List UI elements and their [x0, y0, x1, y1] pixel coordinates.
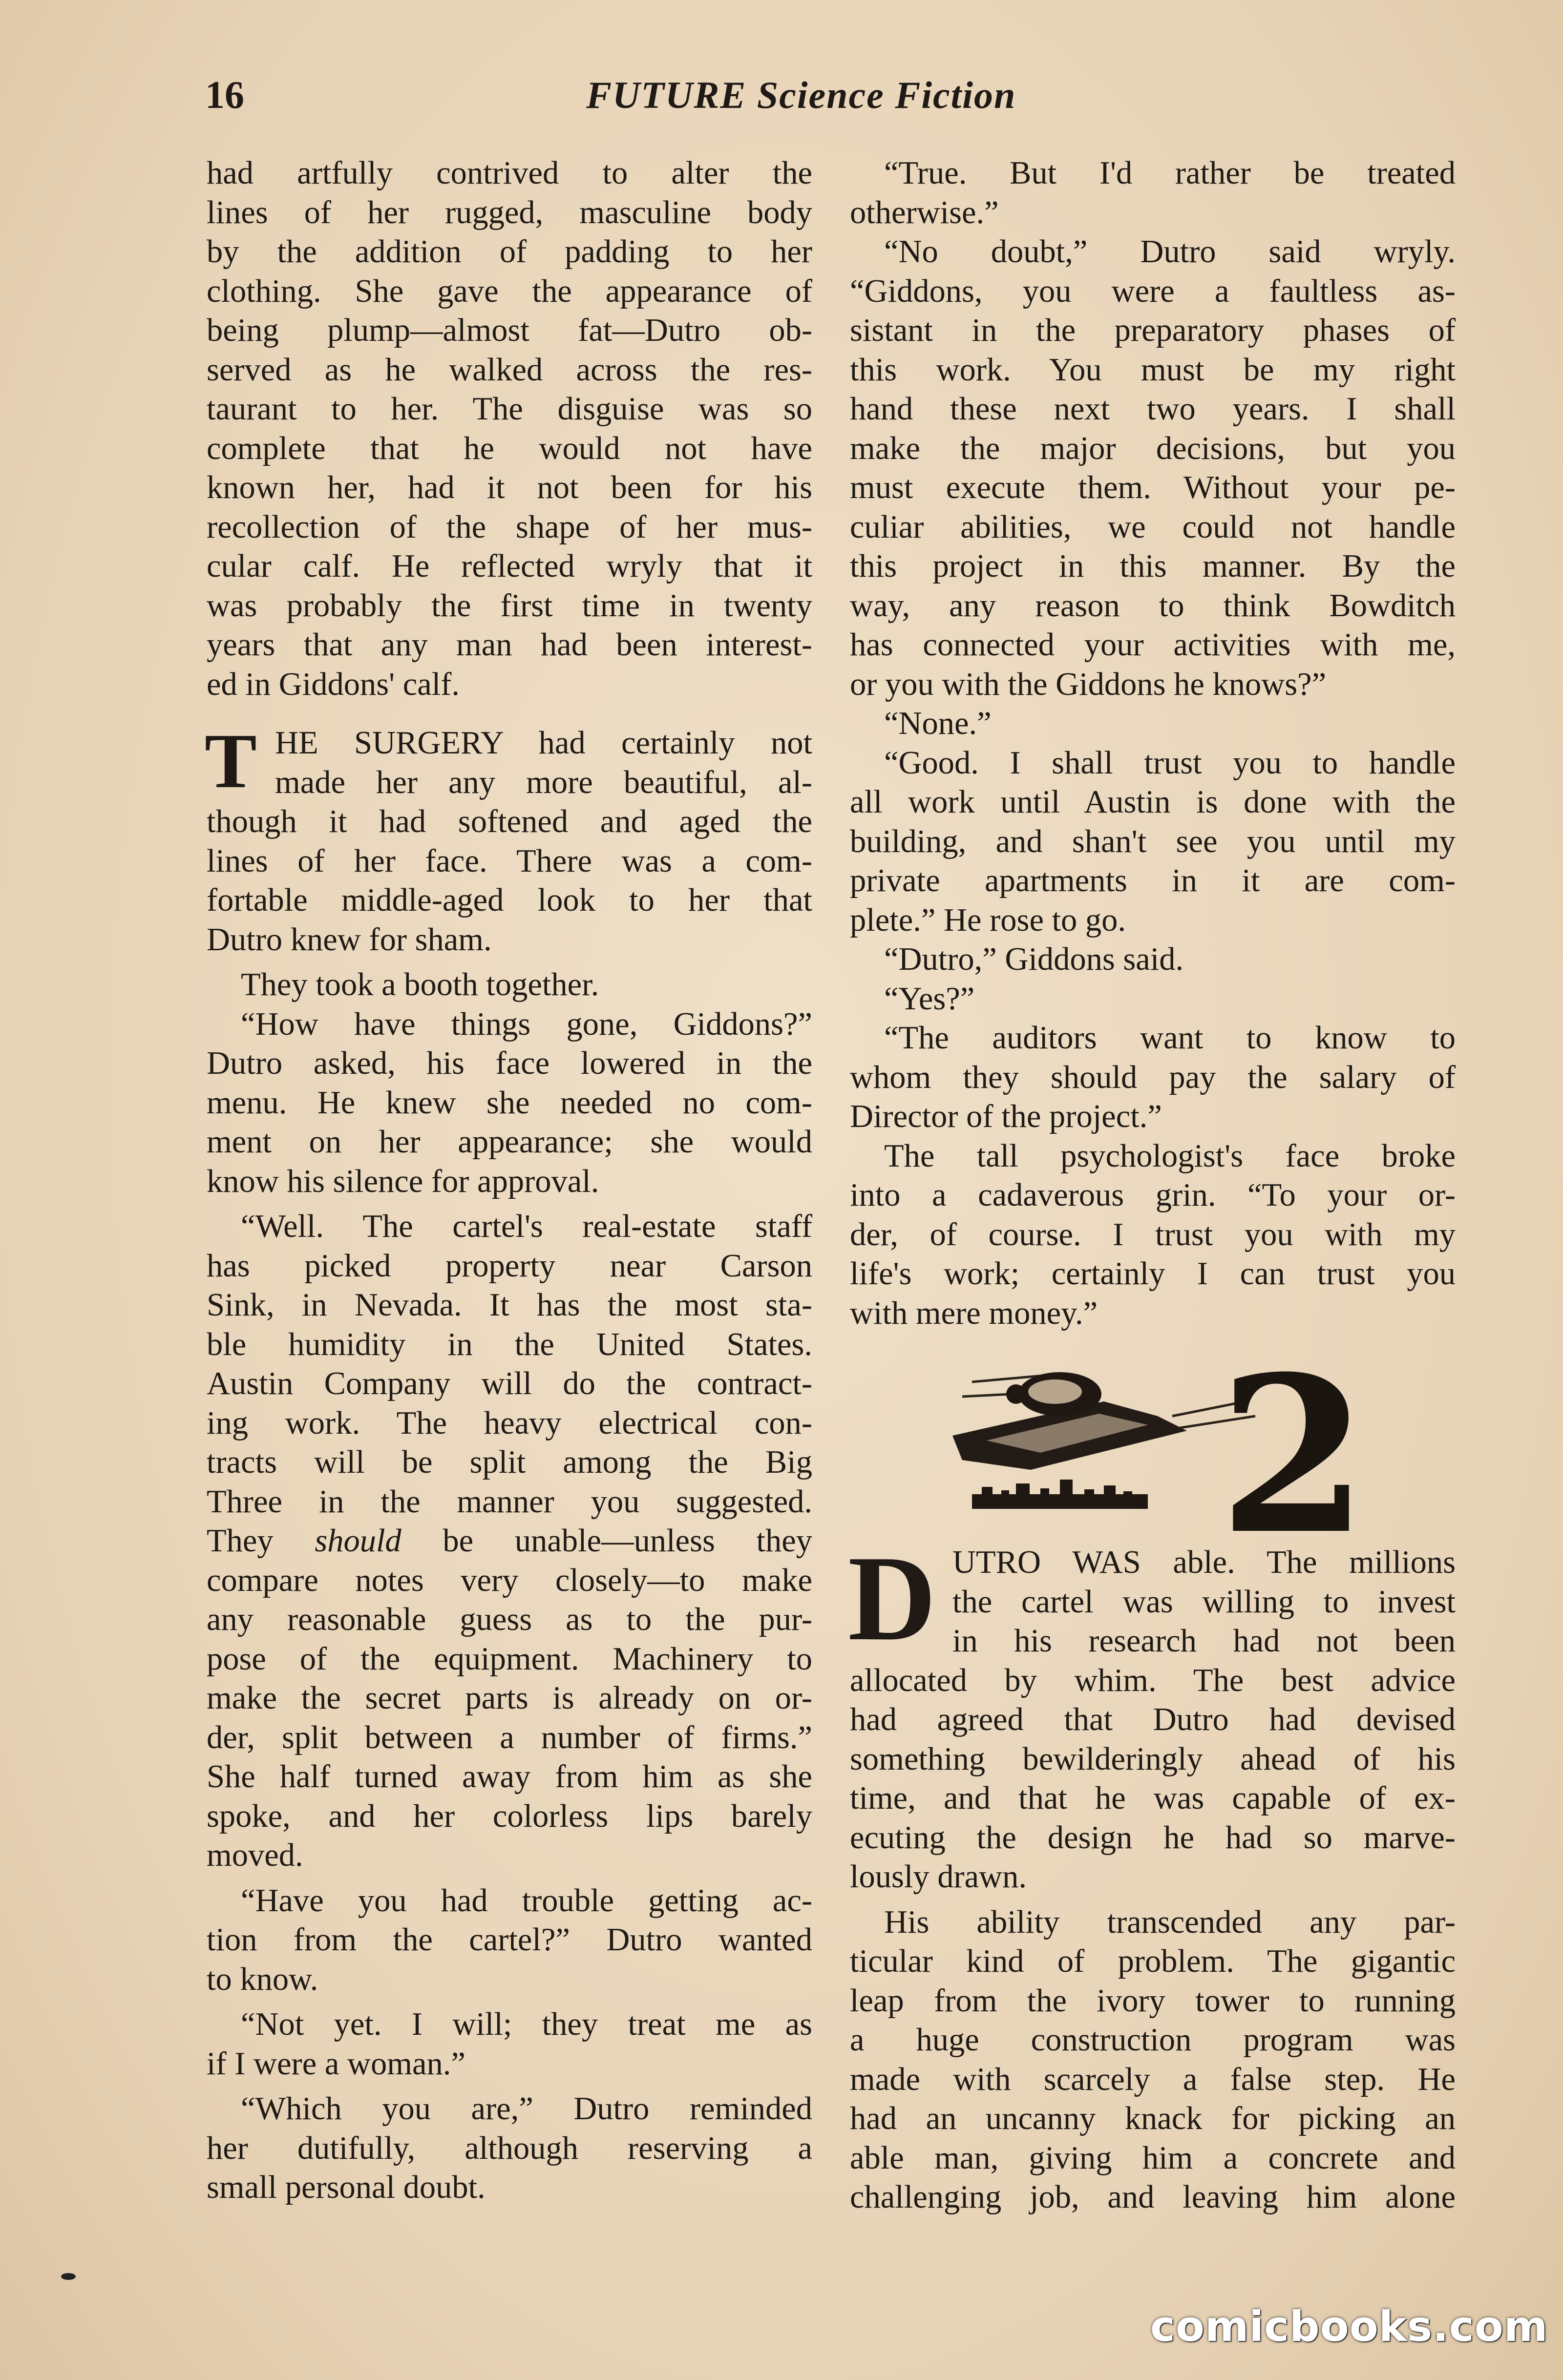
drop-cap: T [205, 717, 257, 804]
text-line: UTRO WAS able. The millions [952, 1545, 1456, 1580]
text-line: “The auditors want to know to [884, 1020, 1456, 1056]
text-line: menu. He knew she needed no com- [207, 1085, 812, 1121]
text-line: though it had softened and aged the [207, 804, 812, 839]
text-line: moved. [207, 1837, 303, 1873]
text-line: know his silence for approval. [207, 1163, 599, 1199]
page-number: 16 [205, 74, 244, 117]
paragraph [207, 1207, 812, 1876]
text-line: Three in the manner you suggested. [207, 1483, 812, 1520]
text-line: the cartel was willing to invest [952, 1584, 1456, 1620]
paragraph [207, 1005, 812, 1202]
text-line: culiar abilities, we could not handle [850, 509, 1456, 545]
right-column-continued [848, 1531, 1456, 2217]
ink-speck [61, 2273, 76, 2280]
text-line: private apartments in it are com- [850, 863, 1456, 898]
text-line: clothing. She gave the appearance of [207, 273, 812, 309]
text-line: allocated by whim. The best advice [850, 1662, 1456, 1698]
text-line: a huge construction program was [850, 2022, 1456, 2058]
text-line: whom they should pay the salary of [850, 1059, 1456, 1095]
paragraph [850, 744, 1456, 940]
text-line: ecuting the design he had so marve- [850, 1819, 1456, 1856]
text-line: They should be unable—unless they [207, 1523, 813, 1559]
paragraph [850, 154, 1456, 232]
text-line: “Good. I shall trust you to handle [884, 745, 1456, 781]
text-line: must execute them. Without your pe- [850, 470, 1456, 505]
text-line: Austin Company will do the contract- [207, 1366, 812, 1401]
text-line: complete that he would not have [207, 430, 812, 466]
paragraph [850, 232, 1456, 704]
text-line: HE SURGERY had certainly not [275, 725, 812, 761]
text-line: had artfully contrived to alter the [207, 155, 812, 191]
paragraph [207, 2089, 812, 2208]
paragraph [850, 1019, 1456, 1137]
text-line: all work until Austin is done with the [850, 784, 1456, 820]
paragraph [850, 704, 1456, 744]
text-line: small personal doubt. [207, 2170, 486, 2205]
text-line: Dutro asked, his face lowered in the [207, 1045, 812, 1081]
text-line: made with scarcely a false step. He [850, 2061, 1456, 2097]
text-line: if I were a woman.” [207, 2046, 465, 2082]
paragraph [850, 980, 1456, 1019]
text-line: “Have you had trouble getting ac- [241, 1882, 812, 1919]
text-line: “Not yet. I will; they treat me as [241, 2006, 812, 2042]
paragraph [207, 965, 812, 1005]
text-line: His ability transcended any par- [884, 1904, 1456, 1940]
text-line: time, and that he was capable of ex- [850, 1780, 1456, 1816]
text-line: known her, had it not been for his [207, 470, 812, 505]
paragraph [850, 1137, 1456, 1334]
text-line: plete.” He rose to go. [850, 902, 1126, 938]
text-line: compare notes very closely—to make [207, 1562, 812, 1598]
text-line: any reasonable guess as to the pur- [207, 1602, 812, 1637]
text-line: years that any man had been interest- [207, 627, 812, 663]
text-line: der, of course. I trust you with my [850, 1216, 1456, 1253]
paragraph [850, 1903, 1456, 2217]
text-line: ble humidity in the United States. [207, 1326, 812, 1362]
text-line: lously drawn. [850, 1859, 1027, 1895]
text-line: Director of the project.” [850, 1099, 1162, 1134]
text-line: “None.” [884, 706, 992, 741]
paragraph [850, 940, 1456, 980]
text-line: recollection of the shape of her mus- [207, 509, 812, 545]
text-line: She half turned away from him as she [207, 1759, 812, 1795]
text-line: way, any reason to think Bowditch [850, 587, 1456, 624]
text-line: or you with the Giddons he knows?” [850, 666, 1327, 702]
text-line: “Well. The cartel's real-estate staff [241, 1209, 812, 1244]
text-line: served as he walked across the res- [207, 352, 812, 388]
text-line: hand these next two years. I shall [850, 391, 1456, 427]
text-line: had agreed that Dutro had devised [850, 1702, 1456, 1737]
text-line: lines of her rugged, masculine body [207, 194, 812, 230]
drop-cap: D [848, 1531, 936, 1666]
text-line: ment on her appearance; she would [207, 1124, 812, 1160]
text-line: “Giddons, you were a faultless as- [850, 273, 1456, 309]
text-line: something bewilderingly ahead of his [850, 1741, 1456, 1777]
text-line: “Which you are,” Dutro reminded [241, 2091, 812, 2127]
text-line: The tall psychologist's face broke [884, 1138, 1456, 1174]
text-line: lines of her face. There was a com- [207, 843, 812, 879]
text-line: sistant in the preparatory phases of [850, 313, 1456, 348]
text-line: otherwise.” [850, 194, 999, 230]
text-line: tion from the cartel?” Dutro wanted [207, 1922, 812, 1958]
text-line: tracts will be split among the Big [207, 1444, 812, 1480]
text-line: has connected your activities with me, [850, 627, 1456, 663]
text-line: taurant to her. The disguise was so [207, 391, 812, 427]
text-line: ed in Giddons' calf. [207, 666, 460, 702]
text-line: “How have things gone, Giddons?” [241, 1006, 812, 1042]
text-line: challenging job, and leaving him alone [850, 2179, 1456, 2215]
text-line: life's work; certainly I can trust you [850, 1256, 1456, 1292]
text-line: pose of the equipment. Machinery to [207, 1641, 812, 1677]
text-line: ing work. The heavy electrical con- [207, 1405, 812, 1441]
running-head: FUTURE Science Fiction [586, 74, 1016, 116]
text-line: make the secret parts is already on or- [207, 1680, 812, 1716]
text-line: into a cadaverous grin. “To your or- [850, 1177, 1456, 1213]
paragraph [207, 1881, 812, 2000]
section-number: 2 [1219, 1329, 1369, 1582]
text-line: to know. [207, 1961, 318, 1997]
text-line: ticular kind of problem. The gigantic [850, 1943, 1456, 1979]
right-column [850, 154, 1456, 1333]
text-line: made her any more beautiful, al- [275, 764, 812, 800]
text-line: this project in this manner. By the [850, 548, 1456, 584]
left-column [207, 154, 812, 2208]
text-line: had an uncanny knack for picking an [850, 2101, 1456, 2136]
text-line: her dutifully, although reserving a [207, 2130, 812, 2166]
text-line: this work. You must be my right [850, 352, 1456, 388]
text-line: fortable middle-aged look to her that [207, 882, 812, 918]
text-line: with mere money.” [850, 1295, 1098, 1331]
paragraph-with-drop-cap [205, 717, 812, 960]
text-line: make the major decisions, but you [850, 430, 1456, 466]
page-header [205, 73, 1451, 127]
text-line: der, split between a number of firms.” [207, 1719, 812, 1755]
text-line: spoke, and her colorless lips barely [207, 1798, 812, 1834]
emphasis: should [315, 1523, 401, 1559]
text-line: “True. But I'd rather be treated [884, 155, 1456, 191]
text-line: able man, giving him a concrete and [850, 2140, 1456, 2176]
text-line: by the addition of padding to her [207, 234, 812, 270]
text-line: Dutro knew for sham. [207, 921, 492, 958]
text-line: leap from the ivory tower to running [850, 1983, 1456, 2019]
paragraph [207, 2005, 812, 2084]
text-line: They took a booth together. [241, 967, 599, 1002]
text-line: “Yes?” [884, 981, 975, 1017]
text-line: being plump—almost fat—Dutro ob- [207, 313, 812, 348]
text-line: cular calf. He reflected wryly that it [207, 548, 812, 584]
paragraph-with-drop-cap [848, 1531, 1456, 1897]
text-line: was probably the first time in twenty [207, 587, 812, 624]
text-line: “No doubt,” Dutro said wryly. [884, 234, 1456, 270]
text-line: “Dutro,” Giddons said. [884, 941, 1184, 977]
text-line: Sink, in Nevada. It has the most sta- [207, 1287, 812, 1323]
text-line: has picked property near Carson [207, 1248, 812, 1284]
text-line: building, and shan't see you until my [850, 823, 1456, 859]
watermark: comicbooks.com [1150, 2302, 1548, 2351]
paragraph [207, 154, 812, 704]
text-line: in his research had not been [952, 1623, 1456, 1659]
